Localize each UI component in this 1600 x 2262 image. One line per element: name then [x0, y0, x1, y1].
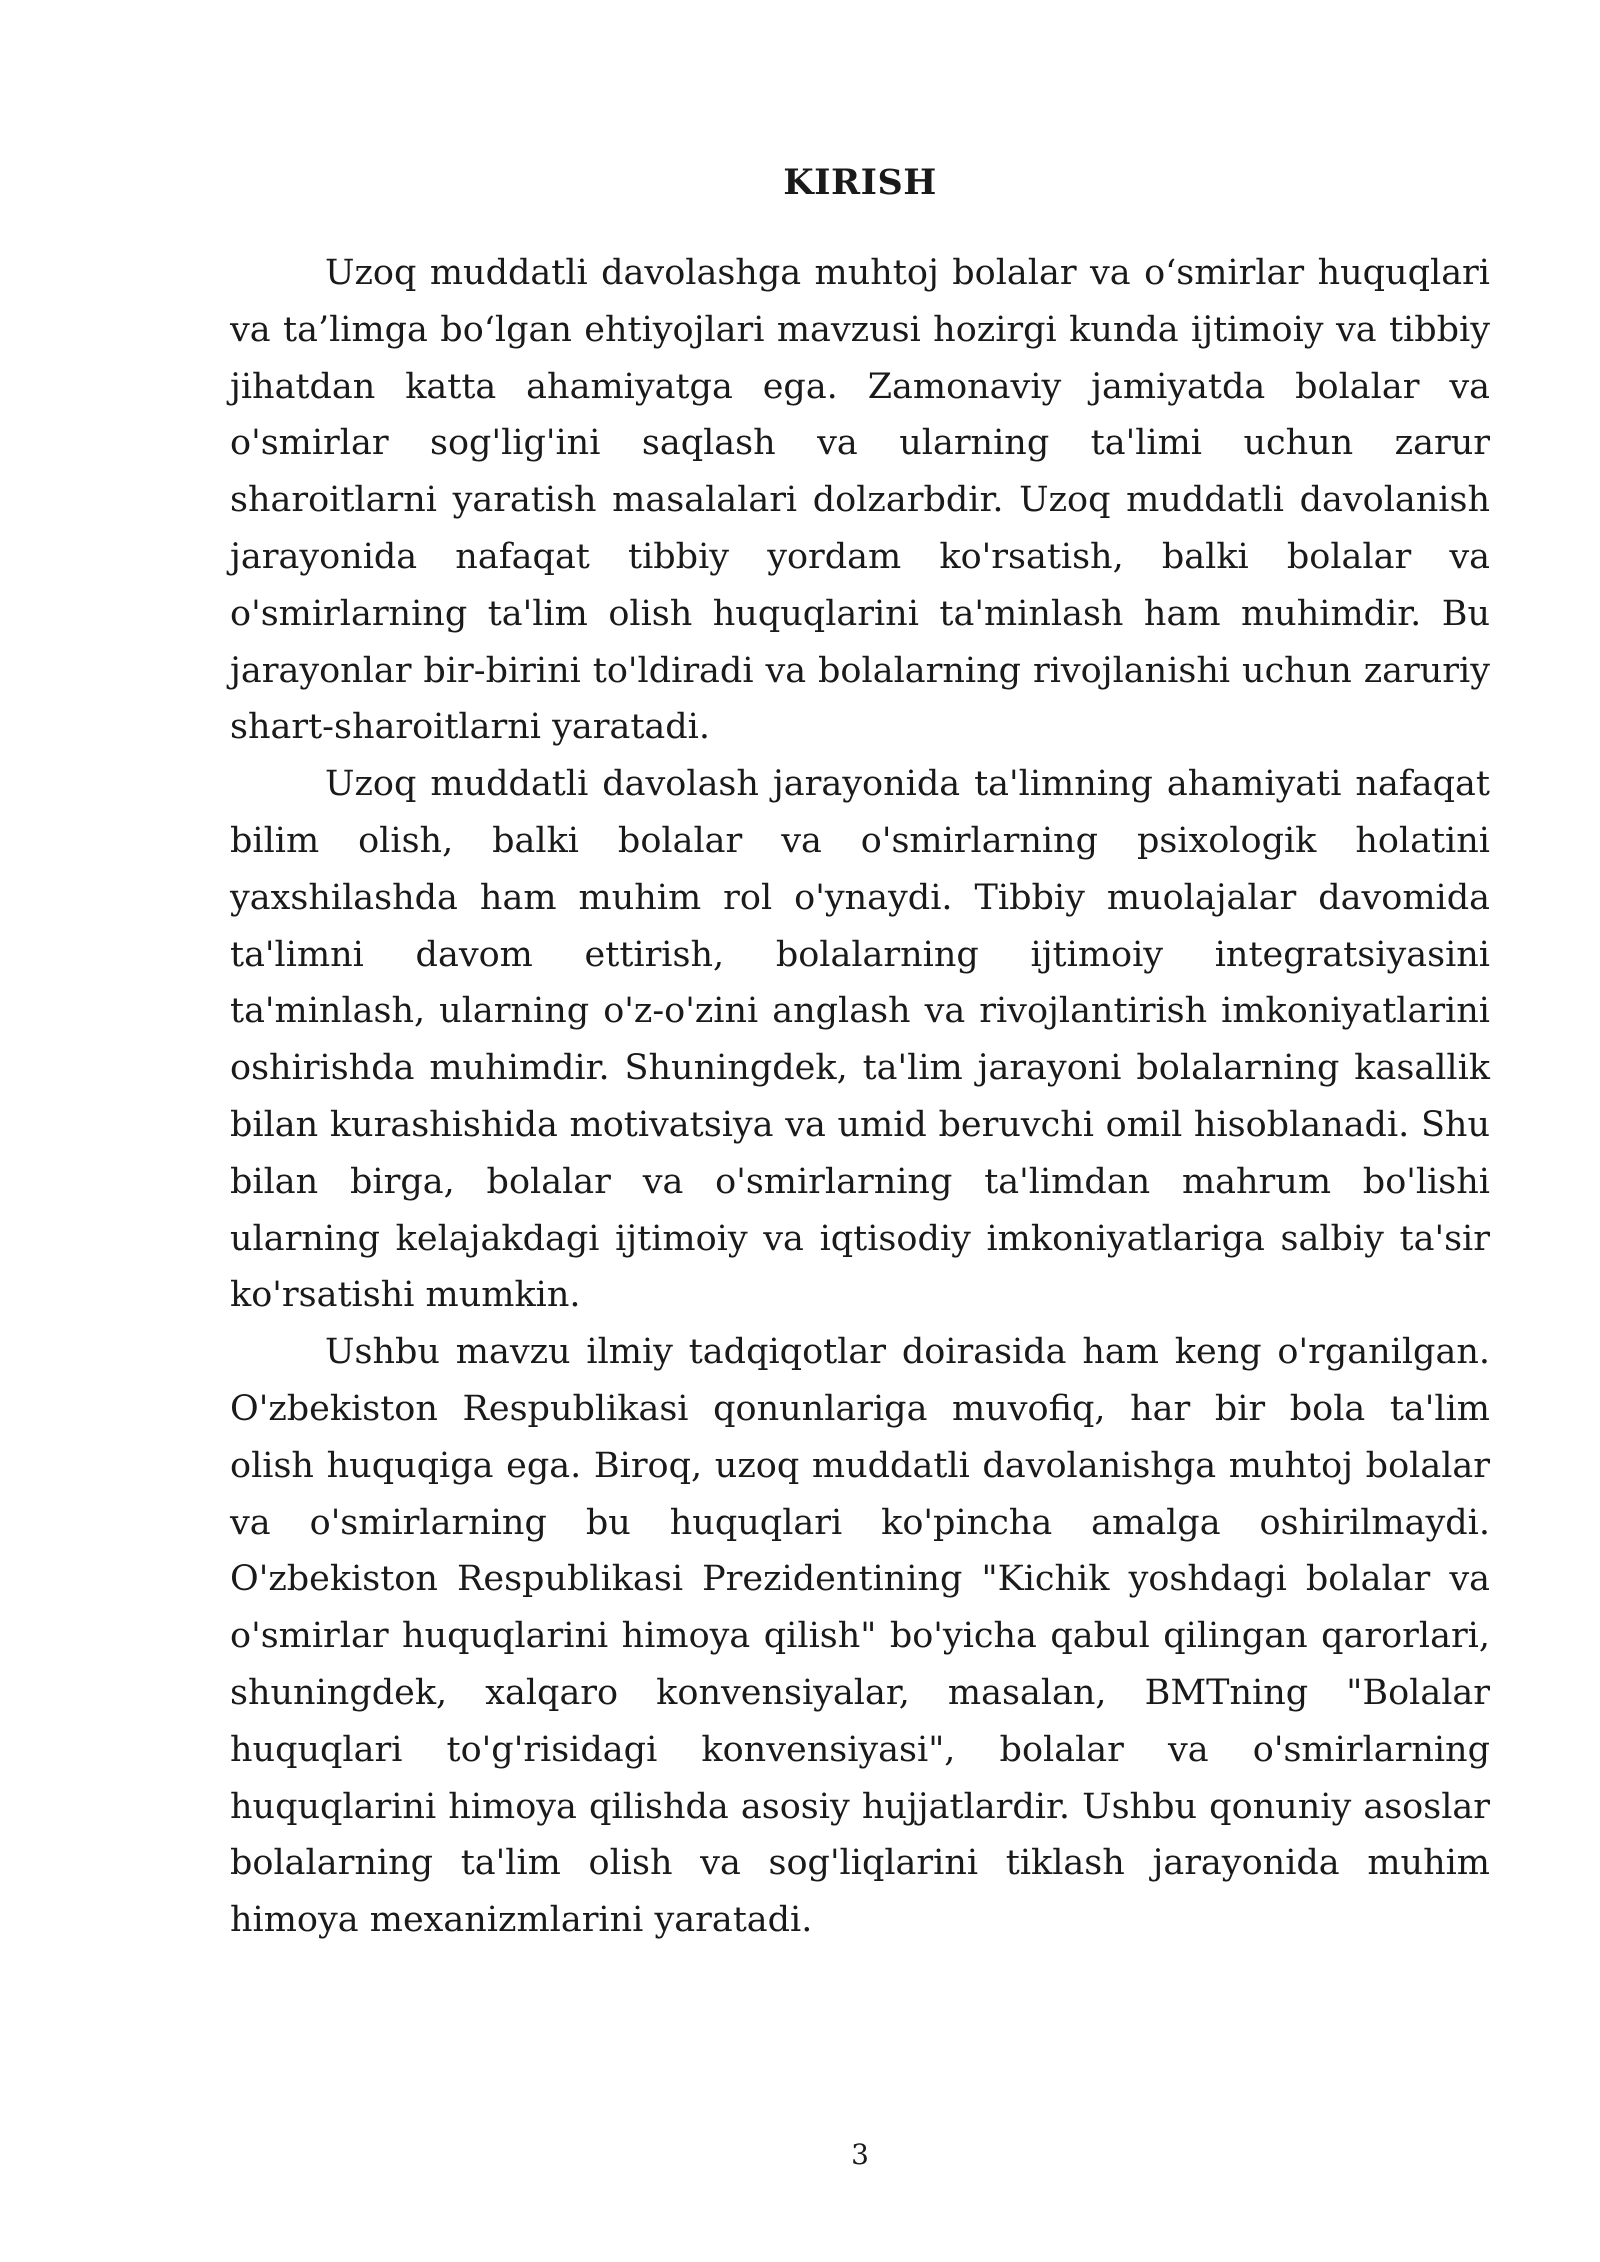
- section-title: KIRISH: [783, 162, 937, 203]
- body-text: [230, 245, 1490, 1949]
- page-number: 3: [851, 2138, 869, 2171]
- paragraph-1: Uzoq muddatli davolashga muhtoj bolalar va o‘smirlar huquqlari va ta’limga bo‘lgan ehtiyojlari mavzusi hozirgi kunda ijtimoiy va tibbiy jihatdan katta ahamiyatga ega. Zamonaviy jamiyatda bolalar va o'smirlar sog'lig'ini saqlash va ularning ta'limi uchun zarur sharoitlarni yaratish masalalari dolzarbdir. Uzoq muddatli davolanish jarayonida nafaqat tibbiy yordam ko'rsatish, balki bolalar va o'smirlarning ta'lim olish huquqlarini ta'minlash ham muhimdir. Bu jarayonlar bir-birini to'ldiradi va bolalarning rivojlanishi uchun zaruriy shart-sharoitlarni yaratadi.: [230, 253, 1490, 748]
- paragraph-2: Uzoq muddatli davolash jarayonida ta'limning ahamiyati nafaqat bilim olish, balki bolalar va o'smirlarning psixologik holatini yaxshilashda ham muhim rol o'ynaydi. Tibbiy muolajalar davomida ta'limni davom ettirish, bolalarning ijtimoiy integratsiyasini ta'minlash, ularning o'z-o'zini anglash va rivojlantirish imkoniyatlarini oshirishda muhimdir. Shuningdek, ta'lim jarayoni bolalarning kasallik bilan kurashishida motivatsiya va umid beruvchi omil hisoblanadi. Shu bilan birga, bolalar va o'smirlarning ta'limdan mahrum bo'lishi ularning kelajakdagi ijtimoiy va iqtisodiy imkoniyatlariga salbiy ta'sir ko'rsatishi mumkin.: [230, 764, 1490, 1316]
- document-page: [230, 0, 1490, 2262]
- paragraph-3: Ushbu mavzu ilmiy tadqiqotlar doirasida ham keng o'rganilgan. O'zbekiston Respublikasi qonunlariga muvofiq, har bir bola ta'lim olish huquqiga ega. Biroq, uzoq muddatli davolanishga muhtoj bolalar va o'smirlarning bu huquqlari ko'pincha amalga oshirilmaydi. O'zbekiston Respublikasi Prezidentining "Kichik yoshdagi bolalar va o'smirlar huquqlarini himoya qilish" bo'yicha qabul qilingan qarorlari, shuningdek, xalqaro konvensiyalar, masalan, BMTning "Bolalar huquqlari to'g'risidagi konvensiyasi", bolalar va o'smirlarning huquqlarini himoya qilishda asosiy hujjatlardir. Ushbu qonuniy asoslar bolalarning ta'lim olish va sog'liqlarini tiklash jarayonida muhim himoya mexanizmlarini yaratadi.: [230, 1332, 1490, 1941]
